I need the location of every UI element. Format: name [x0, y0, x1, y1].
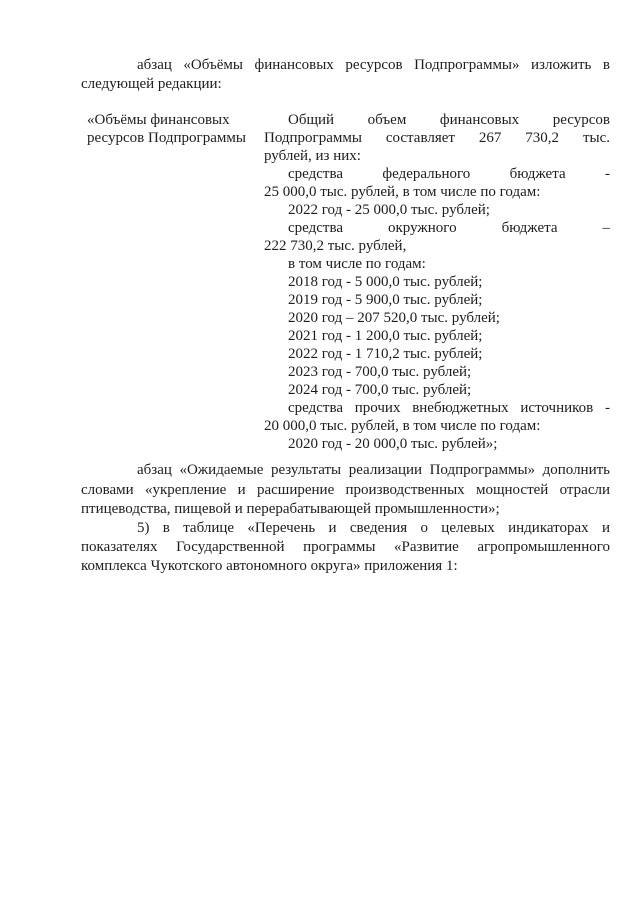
text-line: 2018 год - 5 000,0 тыс. рублей; [288, 274, 483, 291]
text-line: средства прочих внебюджетных источников - [288, 400, 610, 417]
finance-table-value-cell [264, 111, 610, 453]
text-line: Общий объем финансовых ресурсов [288, 112, 610, 129]
paragraph-intro [81, 56, 610, 94]
text-line: Подпрограммы составляет 267 730,2 тыс. [264, 130, 610, 147]
text-line: следующей редакции: [81, 76, 222, 93]
text-line: птицеводства, пищевой и перерабатывающей промышленности»; [81, 500, 500, 517]
text-line: 2019 год - 5 900,0 тыс. рублей; [288, 292, 483, 309]
text-line: ресурсов Подпрограммы [87, 130, 246, 147]
finance-table-label-cell [81, 111, 264, 453]
text-line: показателях Государственной программы «Развитие агропромышленного [81, 539, 610, 556]
text-line: 25 000,0 тыс. рублей, в том числе по годам: [264, 184, 541, 201]
text-line: рублей, из них: [264, 148, 361, 165]
text-line: 2023 год - 700,0 тыс. рублей; [288, 364, 472, 381]
text-line: «Объёмы финансовых [87, 112, 230, 129]
text-line: 5) в таблице «Перечень и сведения о целевых индикаторах и [137, 520, 610, 537]
text-line: средства окружного бюджета – [288, 220, 610, 237]
text-line: 2021 год - 1 200,0 тыс. рублей; [288, 328, 483, 345]
text-line: в том числе по годам: [288, 256, 426, 273]
text-line: 2022 год - 25 000,0 тыс. рублей; [288, 202, 490, 219]
text-line: 222 730,2 тыс. рублей, [264, 238, 407, 255]
paragraph-expected-results [81, 461, 610, 519]
finance-resources-table [81, 111, 610, 453]
text-line: 2020 год – 207 520,0 тыс. рублей; [288, 310, 500, 327]
text-line: 2020 год - 20 000,0 тыс. рублей»; [288, 436, 498, 453]
text-line: средства федерального бюджета - [288, 166, 610, 183]
text-line: абзац «Объёмы финансовых ресурсов Подпрограммы» изложить в [137, 57, 610, 73]
text-line: 2024 год - 700,0 тыс. рублей; [288, 382, 472, 399]
text-line: 20 000,0 тыс. рублей, в том числе по годам: [264, 418, 541, 435]
text-line: абзац «Ожидаемые результаты реализации Подпрограммы» дополнить [137, 462, 610, 479]
text-line: комплекса Чукотского автономного округа» приложения 1: [81, 558, 458, 575]
text-line: словами «укрепление и расширение производственных мощностей отрасли [81, 481, 610, 498]
paragraph-item5 [81, 519, 610, 577]
text-line: 2022 год - 1 710,2 тыс. рублей; [288, 346, 483, 363]
